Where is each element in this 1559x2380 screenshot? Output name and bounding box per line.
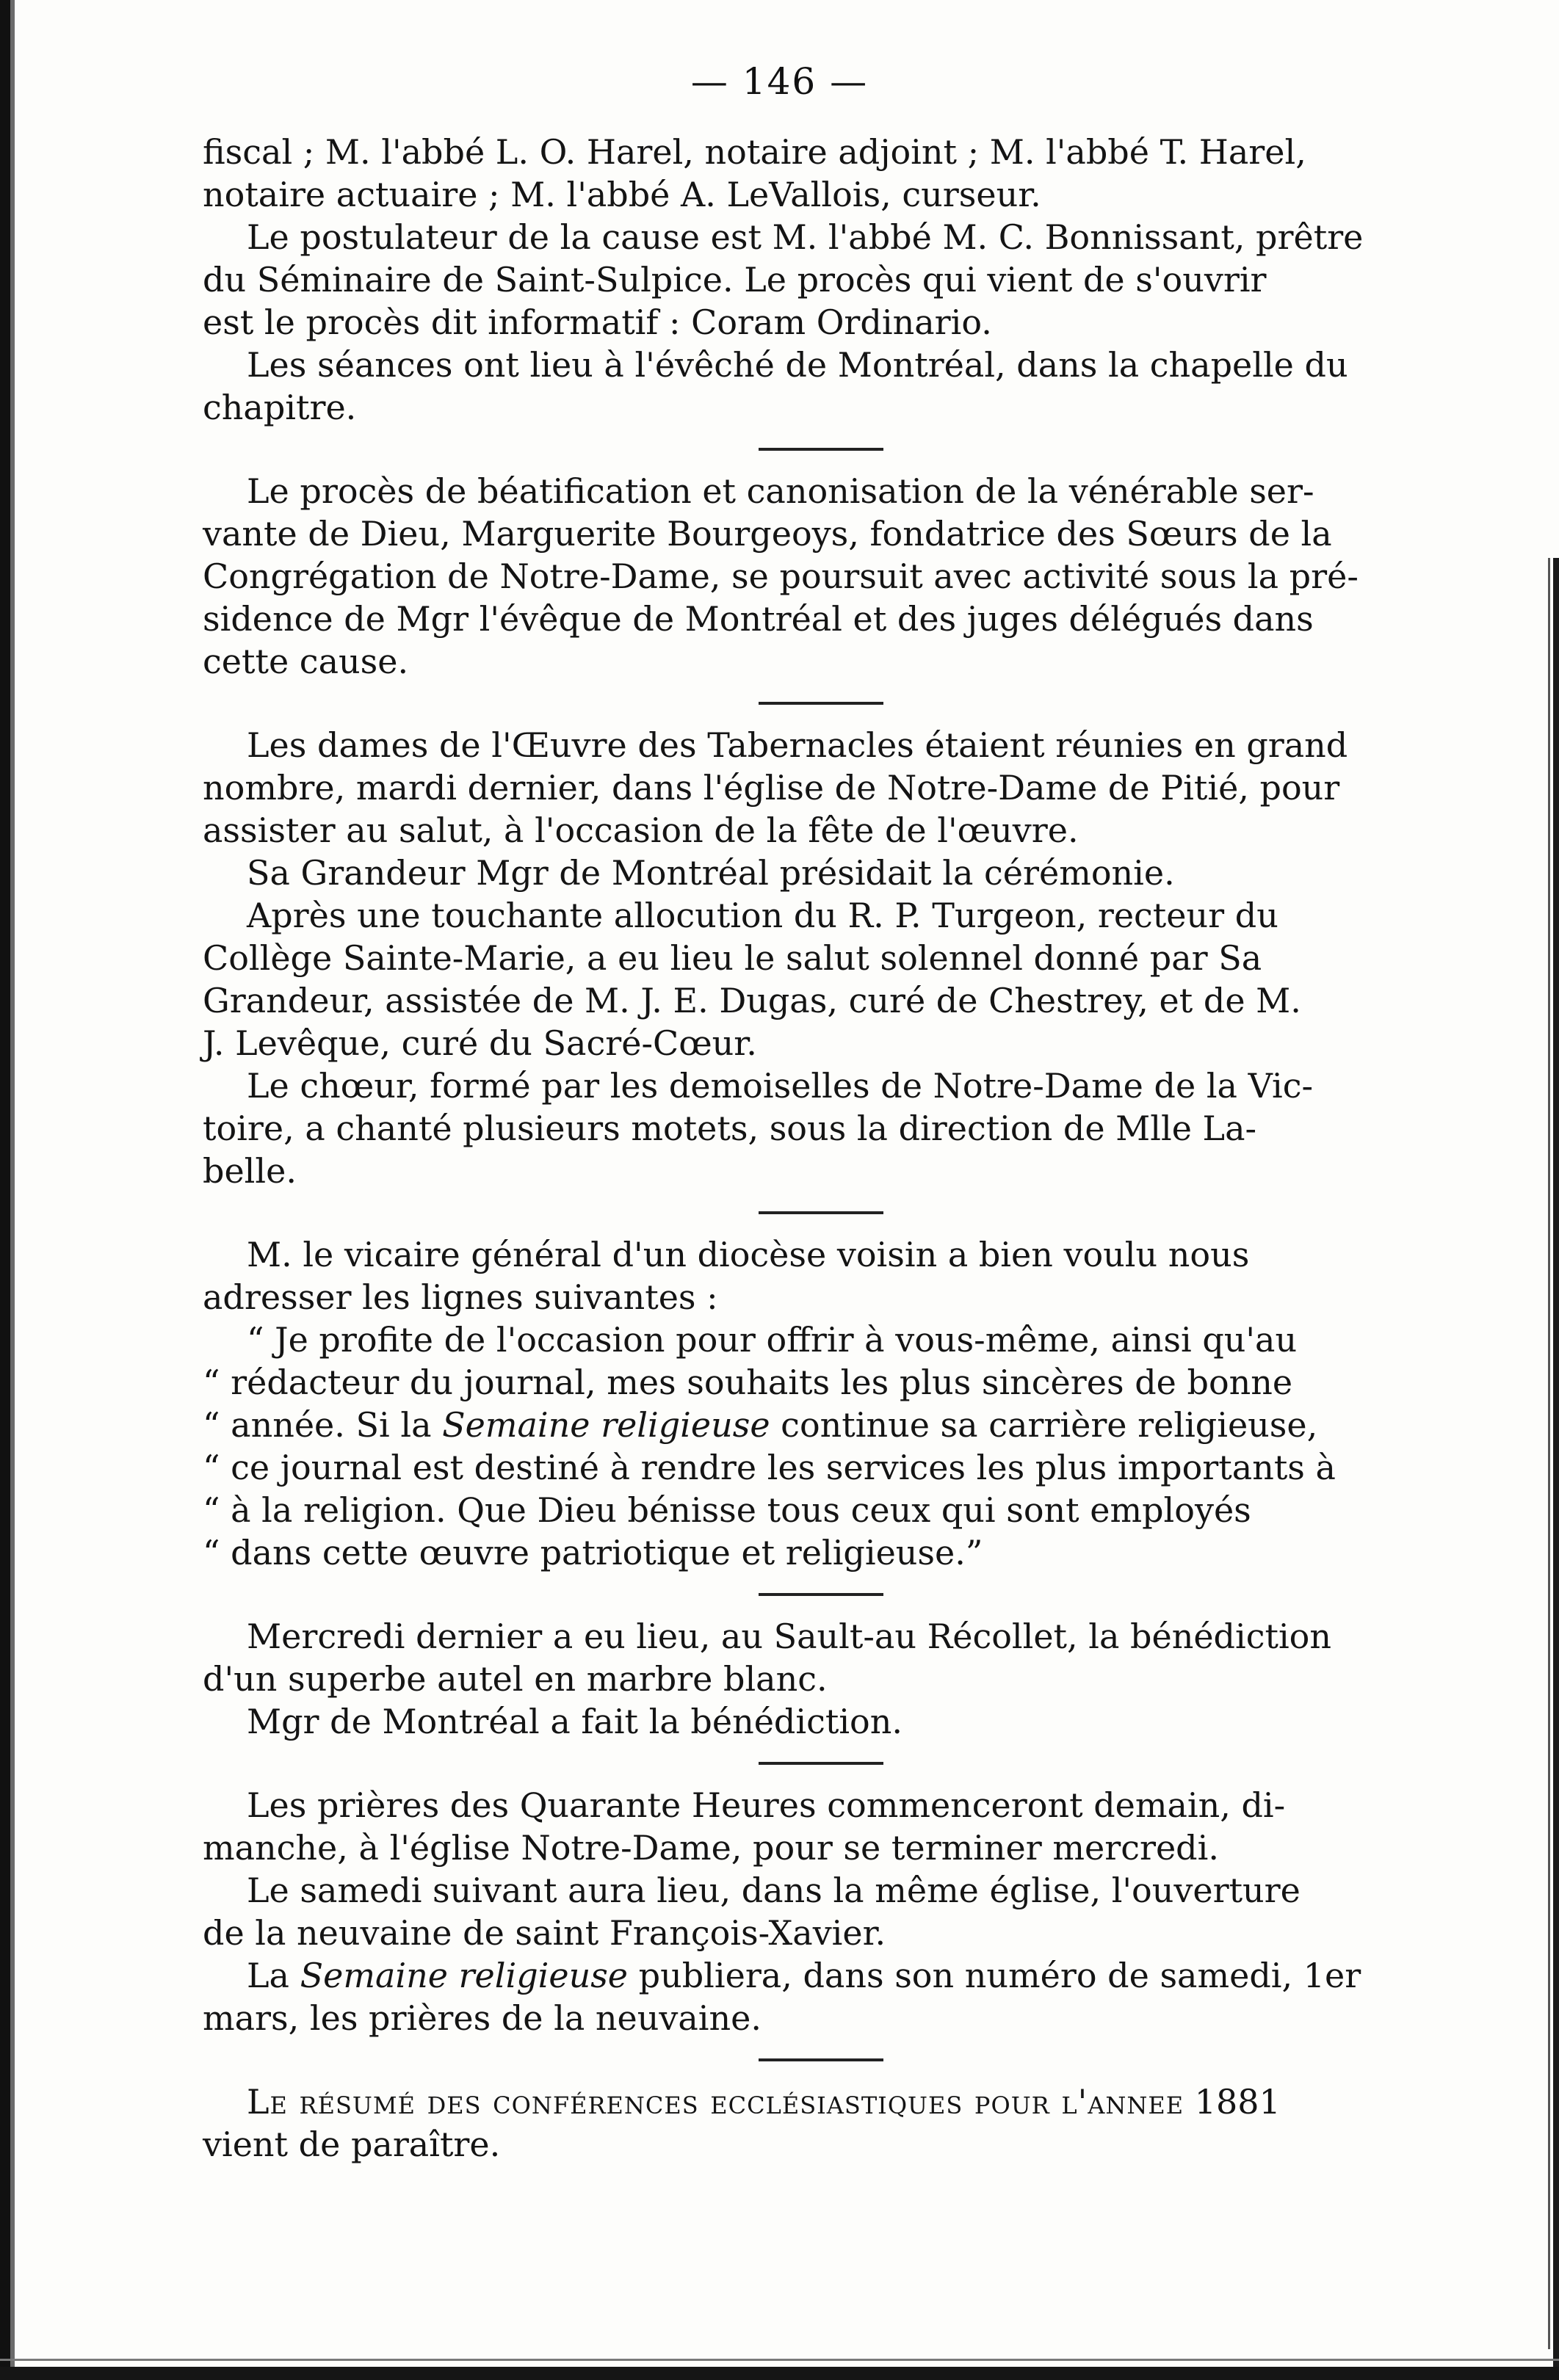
text-line: adresser les lignes suivantes : <box>203 1277 718 1317</box>
text-line <box>203 1954 1439 1997</box>
section-divider <box>759 702 883 705</box>
smallcaps-heading: Le résumé des conférences ecclésiastiques pour l'annee <box>247 2082 1184 2122</box>
year: 1881 <box>1184 2082 1281 2122</box>
section-divider <box>759 1762 883 1765</box>
quote-line: “ rédacteur du journal, mes souhaits les plus sincères de bonne <box>203 1363 1293 1402</box>
quote-line: “ à la religion. Que Dieu bénisse tous ceux qui sont employés <box>203 1490 1251 1530</box>
text-line: Les séances ont lieu à l'évêché de Montréal, dans la chapelle du <box>247 345 1348 385</box>
paragraph-tabernacles <box>203 724 1439 852</box>
paragraph-choir <box>203 1064 1439 1192</box>
paragraph-ceremony <box>203 852 1439 894</box>
text-line: Le chœur, formé par les demoiselles de Notre-Dame de la Vic- <box>247 1066 1314 1106</box>
text-line: Le postulateur de la cause est M. l'abbé M. C. Bonnissant, prêtre <box>247 217 1364 257</box>
publication-title: Semaine religieuse <box>442 1405 770 1445</box>
page-number: — 146 — <box>690 60 869 103</box>
quoted-letter <box>203 1318 1439 1574</box>
text-line: du Séminaire de Saint-Sulpice. Le procès qui vient de s'ouvrir <box>203 260 1267 300</box>
text-line: Après une touchante allocution du R. P. Turgeon, recteur du <box>247 896 1278 935</box>
paragraph-forty-hours <box>203 1784 1439 1869</box>
text-segment: publiera, dans son numéro de samedi, 1er <box>628 1956 1361 1995</box>
text-line: Le samedi suivant aura lieu, dans la même église, l'ouverture <box>247 1871 1301 1910</box>
section-divider <box>759 1593 883 1596</box>
paragraph-allocution <box>203 894 1439 1064</box>
text-line: nombre, mardi dernier, dans l'église de Notre-Dame de Pitié, pour <box>203 768 1340 808</box>
text-line: Mercredi dernier a eu lieu, au Sault-au Récollet, la bénédiction <box>247 1617 1331 1656</box>
text-line: vante de Dieu, Marguerite Bourgeoys, fondatrice des Sœurs de la <box>203 514 1332 554</box>
text-line: Les prières des Quarante Heures commenceront demain, di- <box>247 1785 1286 1825</box>
scan-edge-left-shadow <box>10 0 15 2380</box>
quote-text: “ année. Si la <box>203 1405 443 1445</box>
paragraph-altar <box>203 1615 1439 1700</box>
text-line: J. Levêque, curé du Sacré-Cœur. <box>203 1023 757 1063</box>
text-line: Les dames de l'Œuvre des Tabernacles étaient réunies en grand <box>247 725 1348 765</box>
section-divider <box>759 1211 883 1214</box>
text-line: est le procès dit informatif : Coram Ordinario. <box>203 302 992 342</box>
text-line: Mgr de Montréal a fait la bénédiction. <box>247 1702 903 1741</box>
text-line: Grandeur, assistée de M. J. E. Dugas, curé de Chestrey, et de M. <box>203 981 1301 1020</box>
quote-text: continue sa carrière religieuse, <box>770 1405 1318 1445</box>
scan-edge-left <box>0 0 10 2380</box>
quote-line <box>203 1404 1439 1446</box>
paragraph-vicar <box>203 1233 1439 1318</box>
article-body <box>203 131 1439 2166</box>
text-line: vient de paraître. <box>203 2125 501 2164</box>
text-line: toire, a chanté plusieurs motets, sous la direction de Mlle La- <box>203 1109 1257 1148</box>
text-line: cette cause. <box>203 642 409 681</box>
paragraph-officials <box>203 131 1439 216</box>
text-line: manche, à l'église Notre-Dame, pour se terminer mercredi. <box>203 1828 1219 1868</box>
text-segment: La <box>247 1956 300 1995</box>
text-line: Collège Sainte-Marie, a eu lieu le salut solennel donné par Sa <box>203 938 1262 978</box>
scan-edge-bottom-shadow <box>0 2359 1559 2361</box>
quote-line: “ dans cette œuvre patriotique et religieuse.” <box>203 1533 983 1572</box>
quote-line: “ ce journal est destiné à rendre les services les plus importants à <box>203 1448 1336 1487</box>
paragraph-blessing <box>203 1700 1439 1743</box>
text-line: Le procès de béatification et canonisation de la vénérable ser- <box>247 471 1314 511</box>
scan-edge-right-shadow <box>1548 558 1550 2349</box>
text-line <box>203 2080 1439 2123</box>
scan-edge-bottom <box>0 2367 1559 2380</box>
text-line: fiscal ; M. l'abbé L. O. Harel, notaire adjoint ; M. l'abbé T. Harel, <box>203 132 1306 172</box>
text-line: belle. <box>203 1151 297 1191</box>
scan-edge-right <box>1553 558 1559 2380</box>
text-line: d'un superbe autel en marbre blanc. <box>203 1659 828 1699</box>
paragraph-beatification <box>203 470 1439 683</box>
text-line: notaire actuaire ; M. l'abbé A. LeVallois, curseur. <box>203 175 1041 214</box>
section-divider <box>759 448 883 451</box>
text-line: Congrégation de Notre-Dame, se poursuit avec activité sous la pré- <box>203 556 1359 596</box>
text-line: mars, les prières de la neuvaine. <box>203 1998 762 2038</box>
section-divider <box>759 2058 883 2061</box>
paragraph-conferences <box>203 2080 1439 2166</box>
text-line: chapitre. <box>203 388 357 427</box>
paragraph-novena <box>203 1869 1439 1954</box>
text-line: assister au salut, à l'occasion de la fête de l'œuvre. <box>203 810 1079 850</box>
publication-title: Semaine religieuse <box>300 1956 629 1995</box>
text-line: de la neuvaine de saint François-Xavier. <box>203 1913 886 1953</box>
paragraph-postulator <box>203 216 1439 344</box>
text-line: M. le vicaire général d'un diocèse voisin a bien voulu nous <box>247 1235 1250 1274</box>
paragraph-sessions <box>203 344 1439 429</box>
text-line: sidence de Mgr l'évêque de Montréal et des juges délégués dans <box>203 599 1314 639</box>
quote-line: “ Je profite de l'occasion pour offrir à vous-même, ainsi qu'au <box>247 1320 1298 1360</box>
text-line: Sa Grandeur Mgr de Montréal présidait la cérémonie. <box>247 853 1175 893</box>
paragraph-publication <box>203 1954 1439 2039</box>
